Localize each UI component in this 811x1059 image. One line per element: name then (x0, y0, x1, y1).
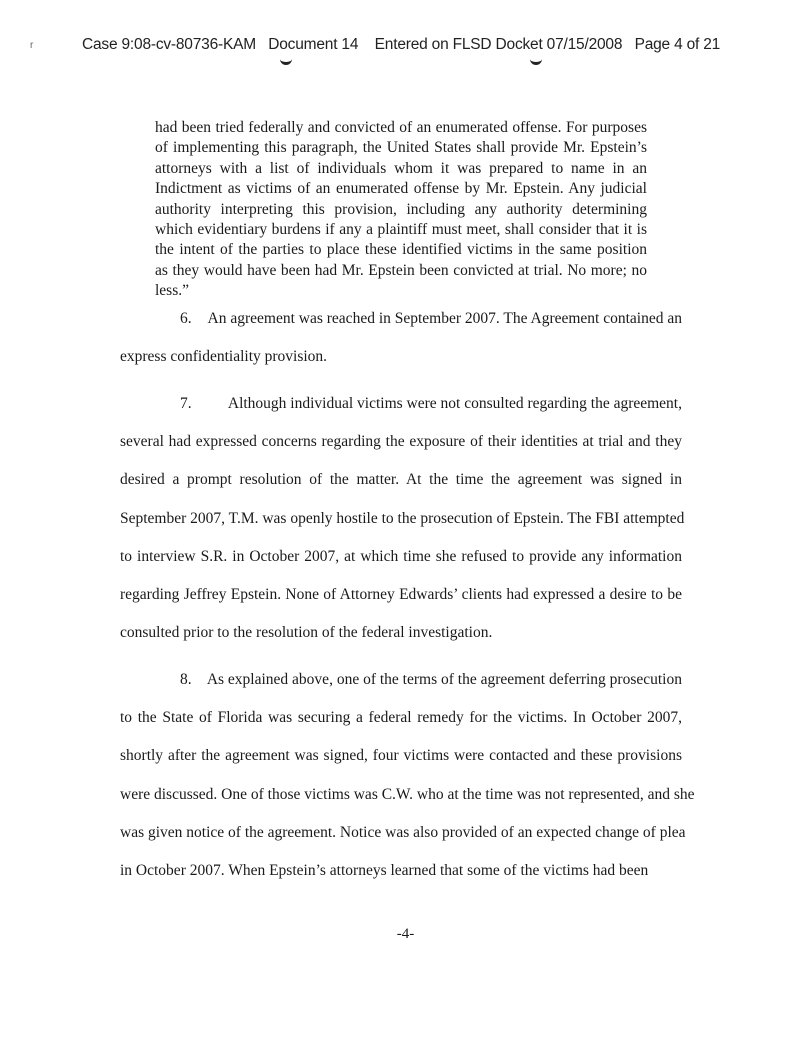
paragraph-8 (120, 670, 695, 899)
paragraph-line: were discussed. One of those victims was C.W. who at the time was not represented, and she (120, 785, 695, 803)
paragraph-line: September 2007, T.M. was openly hostile to the prosecution of Epstein. The FBI attempted (120, 509, 685, 527)
paragraph-line-text: As explained above, one of the terms of the agreement deferring prosecution (206, 671, 682, 688)
block-quote (155, 118, 647, 302)
quote-line: of implementing this paragraph, the United States shall provide Mr. Epstein’s (155, 139, 647, 157)
quote-line: which evidentiary burdens if any a plaintiff must meet, shall consider that it is (155, 220, 647, 238)
paragraph-7 (120, 394, 685, 661)
paragraph-6 (120, 309, 682, 385)
paragraph-line: to interview S.R. in October 2007, at which time she refused to provide any information (120, 547, 682, 565)
scan-mark: r (30, 40, 34, 51)
quote-line: had been tried federally and convicted of an enumerated offense. For purposes (155, 119, 647, 136)
quote-line: the intent of the parties to place these identified victims in the same position (155, 241, 647, 259)
paragraph-line (120, 309, 682, 347)
paragraph-number: 6. (180, 310, 192, 327)
paragraph-line: express confidentiality provision. (120, 348, 328, 366)
paragraph-line: several had expressed concerns regarding the exposure of their identities at trial and they (120, 433, 682, 451)
page-number: -4- (396, 926, 415, 942)
quote-line: as they would have been had Mr. Epstein been convicted at trial. No more; no (155, 261, 647, 279)
paragraph-line: to the State of Florida was securing a federal remedy for the victims. In October 2007, (120, 709, 682, 727)
case-header: Case 9:08-cv-80736-KAM Document 14 Entered on FLSD Docket 07/15/2008 Page 4 of 21 (82, 36, 721, 53)
paragraph-number: 8. (180, 671, 192, 688)
quote-line: Indictment as victims of an enumerated offense by Mr. Epstein. Any judicial (155, 180, 647, 198)
scan-mark (280, 57, 292, 65)
paragraph-line: shortly after the agreement was signed, four victims were contacted and these provisions (120, 747, 682, 765)
scan-mark (530, 57, 542, 65)
quote-line: less.” (155, 282, 190, 300)
paragraph-line: in October 2007. When Epstein’s attorneys learned that some of the victims had been (120, 861, 649, 879)
paragraph-line-text: Although individual victims were not consulted regarding the agreement, (227, 395, 682, 412)
paragraph-line (120, 394, 682, 432)
paragraph-line: consulted prior to the resolution of the federal investigation. (120, 624, 493, 642)
paragraph-line: desired a prompt resolution of the matter. At the time the agreement was signed in (120, 471, 682, 489)
paragraph-line-text: An agreement was reached in September 2007. The Agreement contained an (207, 310, 682, 327)
paragraph-number: 7. (180, 395, 192, 412)
quote-line: attorneys with a list of individuals whom it was prepared to name in an (155, 159, 647, 177)
quote-line: authority interpreting this provision, including any authority determining (155, 200, 647, 218)
paragraph-line: was given notice of the agreement. Notice was also provided of an expected change of plea (120, 823, 686, 841)
paragraph-line (120, 670, 682, 708)
paragraph-line: regarding Jeffrey Epstein. None of Attorney Edwards’ clients had expressed a desire to be (120, 585, 682, 603)
